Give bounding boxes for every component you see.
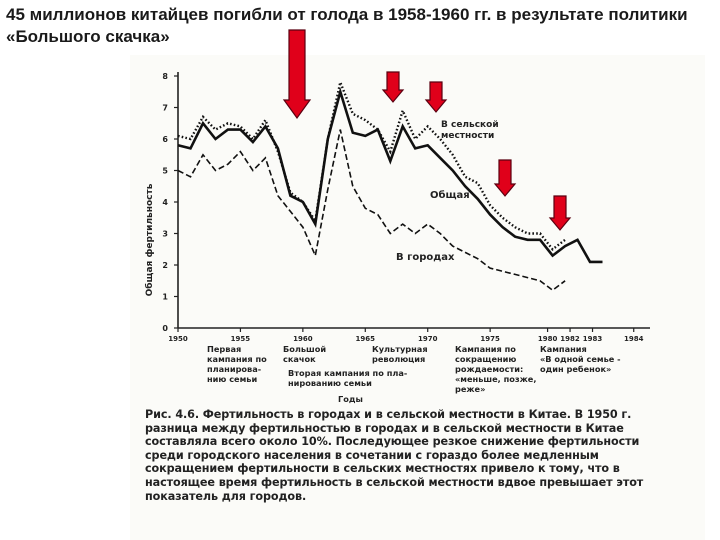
event-label: Первая кампания по планирова-нию семьи [207, 344, 267, 384]
x-tick-label: 1950 [168, 335, 188, 343]
series-line-3 [178, 130, 565, 291]
figure-caption [145, 408, 665, 503]
event-label: Кампания по сокращению рождаемости: «меньше, позже, реже» [455, 344, 537, 394]
y-tick-label: 7 [162, 103, 168, 113]
red-arrow [284, 30, 310, 118]
event-label: Вторая кампания по пла-нированию семьи [288, 368, 408, 388]
y-tick-label: 1 [162, 292, 168, 302]
red-arrow [550, 196, 570, 230]
x-tick-label: 1960 [293, 335, 313, 343]
y-tick-label: 6 [162, 135, 168, 144]
y-tick-label: 8 [162, 72, 168, 81]
red-arrow [383, 72, 403, 102]
x-tick-label: 1965 [355, 335, 376, 343]
x-tick-label: 1983 [582, 335, 603, 343]
figure-caption-text: В 1950 г. разница между фертильностью в городах и в сельской местности в Китае составляла всего около 10%. Последующее резкое снижение фертильности среди городского населения в сочетании с гораздо более медленным сокращением фертильности в сельских местностях привело к тому, что в настоящее время фертильность в сельской местности вдвое превышает этот показатель для городов. [145, 408, 644, 503]
y-tick-label: 3 [162, 229, 168, 239]
red-arrow [426, 82, 446, 112]
series-label-rural: В сельской местности [441, 120, 499, 141]
y-axis-label: Общая фертильность [145, 183, 155, 297]
x-tick-label: 1980 [537, 335, 558, 343]
event-label: Большой скачок [283, 344, 327, 364]
x-tick-label: 1982 [560, 335, 580, 343]
slide-title: 45 миллионов китайцев погибли от голода в 1958-1960 гг. в результате политики «Большого скачка» [6, 5, 688, 46]
y-tick-label: 5 [162, 166, 168, 176]
y-tick-label: 2 [162, 261, 168, 270]
y-tick-label: 4 [162, 198, 168, 207]
series-line-2 [178, 92, 603, 262]
x-tick-label: 1955 [230, 335, 251, 343]
x-tick-label: 1975 [480, 335, 500, 343]
red-arrow [495, 160, 515, 196]
y-tick-label: 0 [162, 324, 168, 333]
series-label-total: Общая [430, 190, 470, 201]
x-tick-label: 1970 [417, 335, 438, 343]
figure-caption-lead: Рис. 4.6. Фертильность в городах и в сельской местности в Китае. [145, 408, 571, 421]
event-label-years: Годы [338, 394, 363, 404]
x-tick-label: 1984 [623, 335, 644, 343]
event-label: Кампания «В одной семье -один ребенок» [540, 344, 621, 374]
event-label: Культурная революция [372, 344, 428, 364]
series-label-urban: В городах [396, 252, 455, 263]
